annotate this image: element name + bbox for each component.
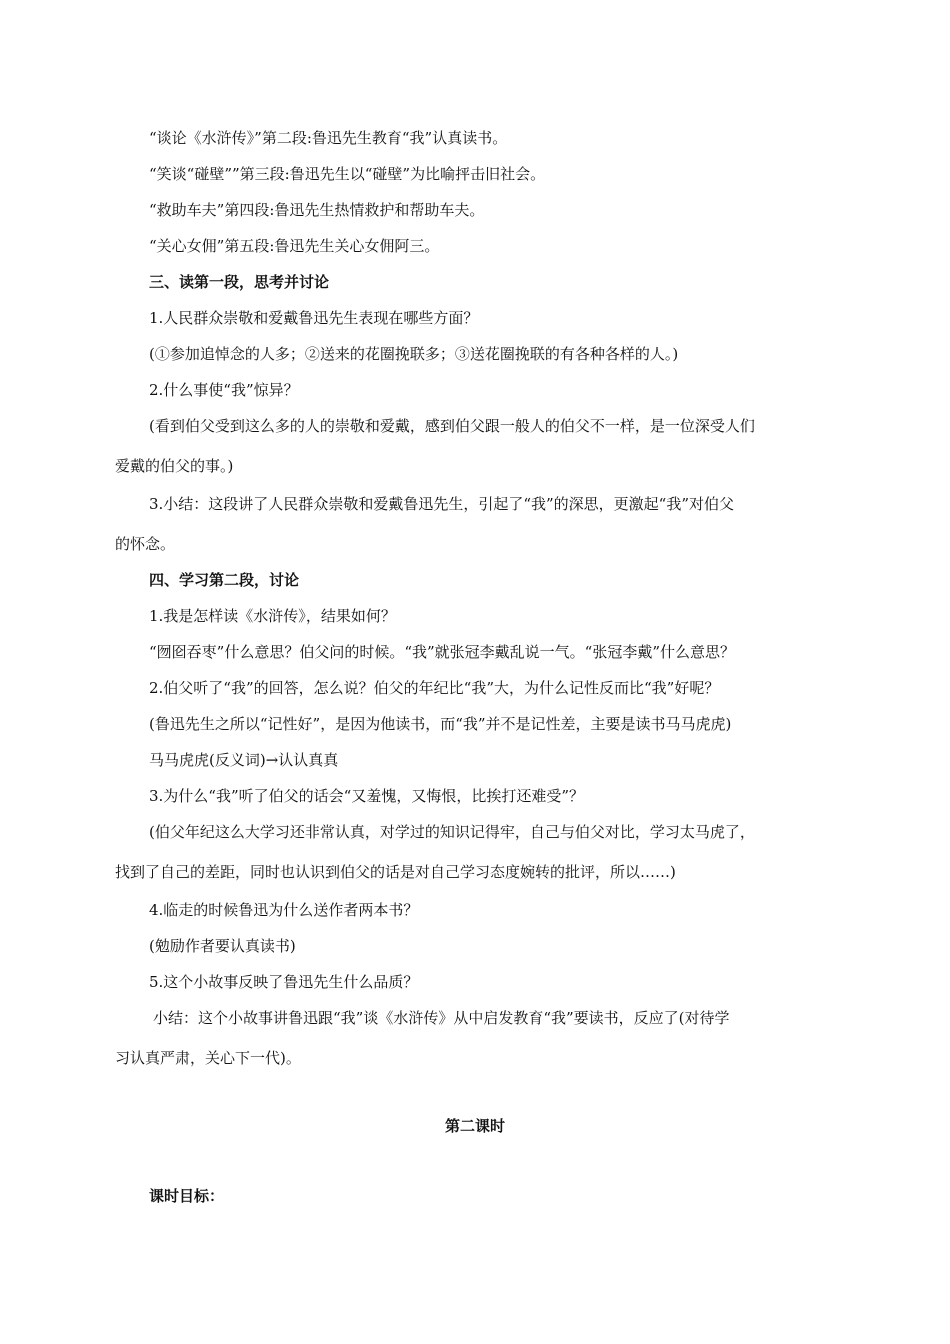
paragraph-line: “笑谈“碰壁””第三段:鲁迅先生以“碰壁”为比喻抨击旧社会。 <box>149 165 546 183</box>
answer-line: (①参加追悼念的人多；②送来的花圈挽联多；③送花圈挽联的有各种各样的人。) <box>149 345 679 363</box>
section-heading: 三、读第一段，思考并讨论 <box>149 273 330 291</box>
answer-line: 找到了自己的差距，同时也认识到伯父的话是对自己学习态度婉转的批评，所以……) <box>115 863 676 881</box>
question-line: 2.伯父听了“我”的回答，怎么说？伯父的年纪比“我”大，为什么记性反而比“我”好呢？ <box>149 679 720 697</box>
summary-line: 习认真严肃，关心下一代)。 <box>115 1049 301 1067</box>
answer-line: (伯父年纪这么大学习还非常认真，对学过的知识记得牢，自己与伯父对比，学习太马虎了， <box>149 823 755 841</box>
paragraph-line: “谈论《水浒传》”第二段:鲁迅先生教育“我”认真读书。 <box>149 129 508 147</box>
section-heading: 课时目标： <box>149 1187 225 1205</box>
summary-line: 的怀念。 <box>115 535 176 553</box>
question-line: 1.人民群众崇敬和爱戴鲁迅先生表现在哪些方面？ <box>149 309 479 327</box>
answer-line: (勉励作者要认真读书) <box>149 937 296 955</box>
question-line: 4.临走的时候鲁迅为什么送作者两本书？ <box>149 901 419 919</box>
summary-line: 小结：这个小故事讲鲁迅跟“我”谈《水浒传》从中启发教育“我”要读书，反应了(对待学 <box>153 1009 730 1027</box>
lesson-title: 第二课时 <box>444 1117 505 1135</box>
question-line: 5.这个小故事反映了鲁迅先生什么品质？ <box>149 973 419 991</box>
paragraph-line: “关心女佣”第五段:鲁迅先生关心女佣阿三。 <box>149 237 440 255</box>
paragraph-line: “囫囵吞枣”什么意思？伯父问的时候。“我”就张冠李戴乱说一气。“张冠李戴”什么意思？ <box>149 643 736 661</box>
section-heading: 四、学习第二段，讨论 <box>149 571 300 589</box>
summary-line: 3.小结：这段讲了人民群众崇敬和爱戴鲁迅先生，引起了“我”的深思，更激起“我”对伯父 <box>149 495 734 513</box>
answer-line: (鲁迅先生之所以“记性好”，是因为他读书，而“我”并不是记性差，主要是读书马马虎虎) <box>149 715 732 733</box>
paragraph-line: 马马虎虎(反义词)→认认真真 <box>149 751 339 769</box>
answer-line: 爱戴的伯父的事。) <box>115 457 234 475</box>
paragraph-line: “救助车夫”第四段:鲁迅先生热情救护和帮助车夫。 <box>149 201 485 219</box>
question-line: 1.我是怎样读《水浒传》，结果如何？ <box>149 607 396 625</box>
answer-line: (看到伯父受到这么多的人的崇敬和爱戴，感到伯父跟一般人的伯父不一样，是一位深受人们 <box>149 417 755 435</box>
question-line: 3.为什么“我”听了伯父的话会“又羞愧，又悔恨，比挨打还难受”？ <box>149 787 584 805</box>
question-line: 2.什么事使“我”惊异？ <box>149 381 299 399</box>
